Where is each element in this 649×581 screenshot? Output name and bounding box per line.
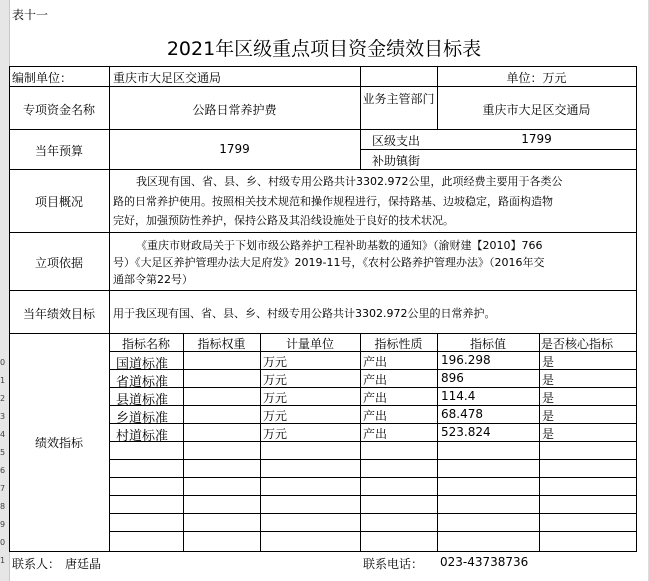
- indicator-core: 是: [542, 373, 555, 387]
- indicator-header: 计量单位: [285, 337, 334, 351]
- unit-label: 单位：万元: [506, 71, 567, 85]
- district-exp-value: 1799: [521, 132, 552, 146]
- indicator-name: 村道标准: [116, 429, 169, 444]
- contact-value: 唐廷晶: [65, 557, 102, 571]
- indicators-label: 绩效指标: [34, 436, 83, 450]
- table-line: [360, 333, 361, 551]
- table-line: [109, 66, 110, 551]
- indicator-value: 896: [441, 371, 464, 385]
- table-line: [539, 333, 540, 551]
- subsidy-label: 补助镇街: [372, 154, 421, 168]
- overview-label: 项目概况: [34, 195, 83, 209]
- indicator-unit: 万元: [263, 373, 288, 387]
- indicator-nature: 产出: [363, 373, 388, 387]
- table-line: [9, 129, 637, 130]
- table-line: [183, 333, 184, 551]
- row-number[interactable]: 2: [0, 394, 6, 403]
- row-number[interactable]: 5: [0, 448, 6, 457]
- table-line: [360, 149, 637, 150]
- table-line: [109, 513, 637, 514]
- indicator-value: 523.824: [441, 425, 491, 439]
- row-number[interactable]: 1: [0, 376, 6, 385]
- indicator-unit: 万元: [263, 427, 288, 441]
- basis-line: 号）《大足区养护管理办法大足府发》2019-11号，《农村公路养护管理办法》（2016年交: [113, 256, 545, 269]
- budget-value: 1799: [219, 142, 250, 156]
- goal-text: 用于我区现有国、省、县、乡、村级专用公路共计3302.972公里的日常养护。: [113, 307, 496, 320]
- row-number[interactable]: 9: [0, 520, 6, 529]
- table-line: [9, 290, 637, 291]
- table-line: [636, 66, 637, 551]
- indicator-name: 县道标准: [116, 393, 169, 408]
- indicator-header: 指标权重: [197, 337, 246, 351]
- budget-label: 当年预算: [34, 144, 83, 158]
- row-number[interactable]: 0: [0, 358, 6, 367]
- row-number[interactable]: 3: [0, 412, 6, 421]
- row-number[interactable]: 8: [0, 502, 6, 511]
- page-title: 2021年区级重点项目资金绩效目标表: [166, 38, 482, 60]
- indicator-nature: 产出: [363, 391, 388, 405]
- indicator-core: 是: [542, 355, 555, 369]
- phone-label: 联系电话：: [363, 557, 424, 571]
- table-line: [360, 66, 361, 169]
- table-line: [9, 551, 637, 552]
- goal-label: 当年绩效目标: [22, 307, 95, 321]
- table-line: [109, 459, 637, 460]
- compile-unit-value: 重庆市大足区交通局: [113, 71, 222, 85]
- indicator-header: 是否核心指标: [541, 337, 614, 351]
- row-number[interactable]: 7: [0, 484, 6, 493]
- indicator-unit: 万元: [263, 409, 288, 423]
- sheet-label: 表十一: [12, 8, 49, 22]
- table-line: [9, 66, 637, 67]
- indicator-value: 196.298: [441, 353, 491, 367]
- indicator-unit: 万元: [263, 391, 288, 405]
- indicator-value: 114.4: [441, 389, 476, 403]
- indicator-core: 是: [542, 391, 555, 405]
- phone-value: 023-43738736: [440, 555, 529, 569]
- table-line: [9, 169, 637, 170]
- table-line: [437, 333, 438, 551]
- row-number[interactable]: 6: [0, 466, 6, 475]
- fund-name-label: 专项资金名称: [22, 103, 95, 117]
- indicator-core: 是: [542, 427, 555, 441]
- overview-line: 完好，加强预防性养护，保持公路及其沿线设施处于良好的技术状况。: [113, 214, 454, 227]
- table-line: [109, 477, 637, 478]
- indicator-core: 是: [542, 409, 555, 423]
- dept-value: 重庆市大足区交通局: [482, 103, 591, 117]
- indicator-unit: 万元: [263, 355, 288, 369]
- indicator-header: 指标性质: [374, 337, 423, 351]
- indicator-value: 68.478: [441, 407, 483, 421]
- indicator-header: 指标名称: [121, 337, 170, 351]
- row-number[interactable]: 1: [0, 556, 6, 565]
- table-line: [9, 86, 637, 87]
- indicator-name: 国道标准: [116, 357, 169, 372]
- district-exp-label: 区级支出: [372, 134, 421, 148]
- basis-label: 立项依据: [34, 256, 83, 270]
- table-line: [109, 495, 637, 496]
- indicator-nature: 产出: [363, 355, 388, 369]
- basis-line: 通部令第22号）: [113, 273, 193, 286]
- indicator-nature: 产出: [363, 409, 388, 423]
- table-line: [9, 333, 637, 334]
- indicator-header: 指标值: [469, 337, 506, 351]
- indicator-name: 省道标准: [116, 375, 169, 390]
- table-line: [109, 531, 637, 532]
- table-line: [260, 333, 261, 551]
- table-line: [9, 232, 637, 233]
- dept-label: 业务主管部门: [362, 92, 435, 106]
- indicator-nature: 产出: [363, 427, 388, 441]
- row-number[interactable]: 0: [0, 538, 6, 547]
- indicator-name: 乡道标准: [116, 411, 169, 426]
- compile-unit-label: 编制单位：: [12, 71, 73, 85]
- contact-label: 联系人：: [12, 557, 61, 571]
- overview-line: 路的日常养护使用。按照相关技术规范和操作规程进行，保持路基、边坡稳定，路面构造物: [113, 195, 553, 208]
- basis-line: 《重庆市财政局关于下划市级公路养护工程补助基数的通知》（渝财建【2010】766: [136, 239, 543, 252]
- row-number[interactable]: 4: [0, 430, 6, 439]
- fund-name-value: 公路日常养护费: [192, 103, 277, 117]
- overview-line: 我区现有国、省、县、乡、村级专用公路共计3302.972公里，此项经费主要用于各类公: [136, 175, 563, 188]
